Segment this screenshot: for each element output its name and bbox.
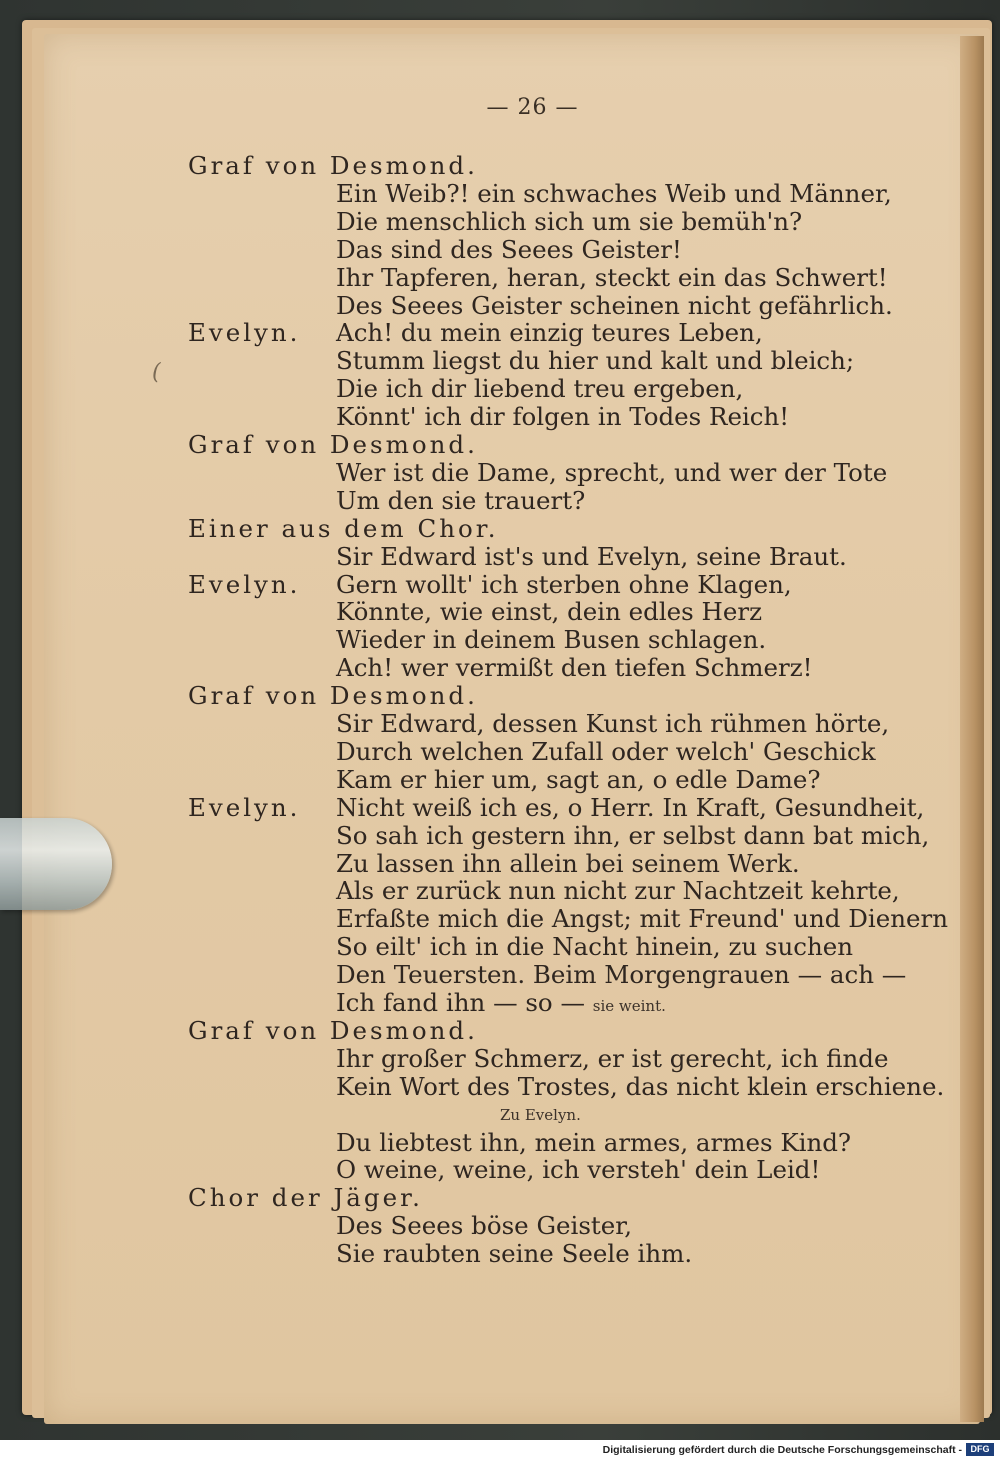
verse-line: Ihr Tapferen, heran, steckt ein das Schwert!	[336, 263, 888, 292]
verse-line: Ach! wer vermißt den tiefen Schmerz!	[336, 653, 813, 682]
verse-line: Als er zurück nun nicht zur Nachtzeit kehrte,	[336, 876, 900, 905]
speaker-name: Evelyn.	[188, 318, 301, 347]
verse-line: So sah ich gestern ihn, er selbst dann bat mich,	[336, 821, 930, 850]
speaker-name: Einer aus dem Chor.	[188, 514, 499, 543]
speaker-name: Graf von Desmond.	[188, 151, 478, 180]
verse-line: So eilt' ich in die Nacht hinein, zu suchen	[336, 932, 854, 961]
speaker-name: Chor der Jäger.	[188, 1183, 423, 1212]
verse-line: Sie raubten seine Seele ihm.	[336, 1239, 693, 1268]
speaker-name: Graf von Desmond.	[188, 1016, 478, 1045]
speaker-name: Graf von Desmond.	[188, 430, 478, 459]
verse-line: O weine, weine, ich versteh' dein Leid!	[336, 1155, 821, 1184]
verse-line: Ach! du mein einzig teures Leben,	[336, 318, 763, 347]
verse-line: Sir Edward, dessen Kunst ich rühmen hörte,	[336, 709, 890, 738]
verse-line: Durch welchen Zufall oder welch' Geschick	[336, 737, 876, 766]
page-number: — 26 —	[486, 95, 579, 120]
verse-line: Zu lassen ihn allein bei seinem Werk.	[336, 849, 800, 878]
verse-text: Ich fand ihn — so —	[336, 988, 593, 1017]
verse-line: Erfaßte mich die Angst; mit Freund' und Dienern	[336, 904, 948, 933]
verse-line: Kam er hier um, sagt an, o edle Dame?	[336, 765, 821, 794]
verse-line: Du liebtest ihn, mein armes, armes Kind?	[336, 1128, 852, 1157]
margin-mark: (	[152, 360, 161, 385]
verse-line: Nicht weiß ich es, o Herr. In Kraft, Gesundheit,	[336, 793, 925, 822]
speaker-name: Graf von Desmond.	[188, 681, 478, 710]
verse-line: Wer ist die Dame, sprecht, und wer der Tote	[336, 458, 888, 487]
page-clip	[0, 818, 112, 910]
dfg-logo: DFG	[966, 1443, 994, 1456]
verse-line: Ein Weib?! ein schwaches Weib und Männer,	[336, 179, 892, 208]
stage-direction: sie weint.	[592, 997, 666, 1015]
verse-line: Stumm liegst du hier und kalt und bleich;	[336, 346, 855, 375]
speaker-name: Evelyn.	[188, 570, 301, 599]
verse-line: Wieder in deinem Busen schlagen.	[336, 625, 767, 654]
speaker-name: Evelyn.	[188, 793, 301, 822]
verse-line: Kein Wort des Trostes, das nicht klein erschiene.	[336, 1072, 945, 1101]
verse-line: Könnt' ich dir folgen in Todes Reich!	[336, 402, 790, 431]
verse-line: Um den sie trauert?	[336, 486, 586, 515]
verse-line: Die menschlich sich um sie bemüh'n?	[336, 207, 803, 236]
stage-direction: Zu Evelyn.	[500, 1106, 581, 1124]
verse-line: Das sind des Seees Geister!	[336, 235, 682, 264]
verse-line: Könnte, wie einst, dein edles Herz	[336, 597, 763, 626]
verse-line: Des Seees böse Geister,	[336, 1211, 633, 1240]
verse-line: Sir Edward ist's und Evelyn, seine Braut.	[336, 542, 847, 571]
verse-line: Gern wollt' ich sterben ohne Klagen,	[336, 570, 792, 599]
verse-line: Des Seees Geister scheinen nicht gefährlich.	[336, 291, 893, 320]
verse-line: Den Teuersten. Beim Morgengrauen — ach —	[336, 960, 907, 989]
verse-line: Die ich dir liebend treu ergeben,	[336, 374, 744, 403]
footer-credit: Digitalisierung gefördert durch die Deutsche Forschungsgemeinschaft -	[602, 1444, 962, 1456]
verse-line: Ihr großer Schmerz, er ist gerecht, ich finde	[336, 1044, 889, 1073]
